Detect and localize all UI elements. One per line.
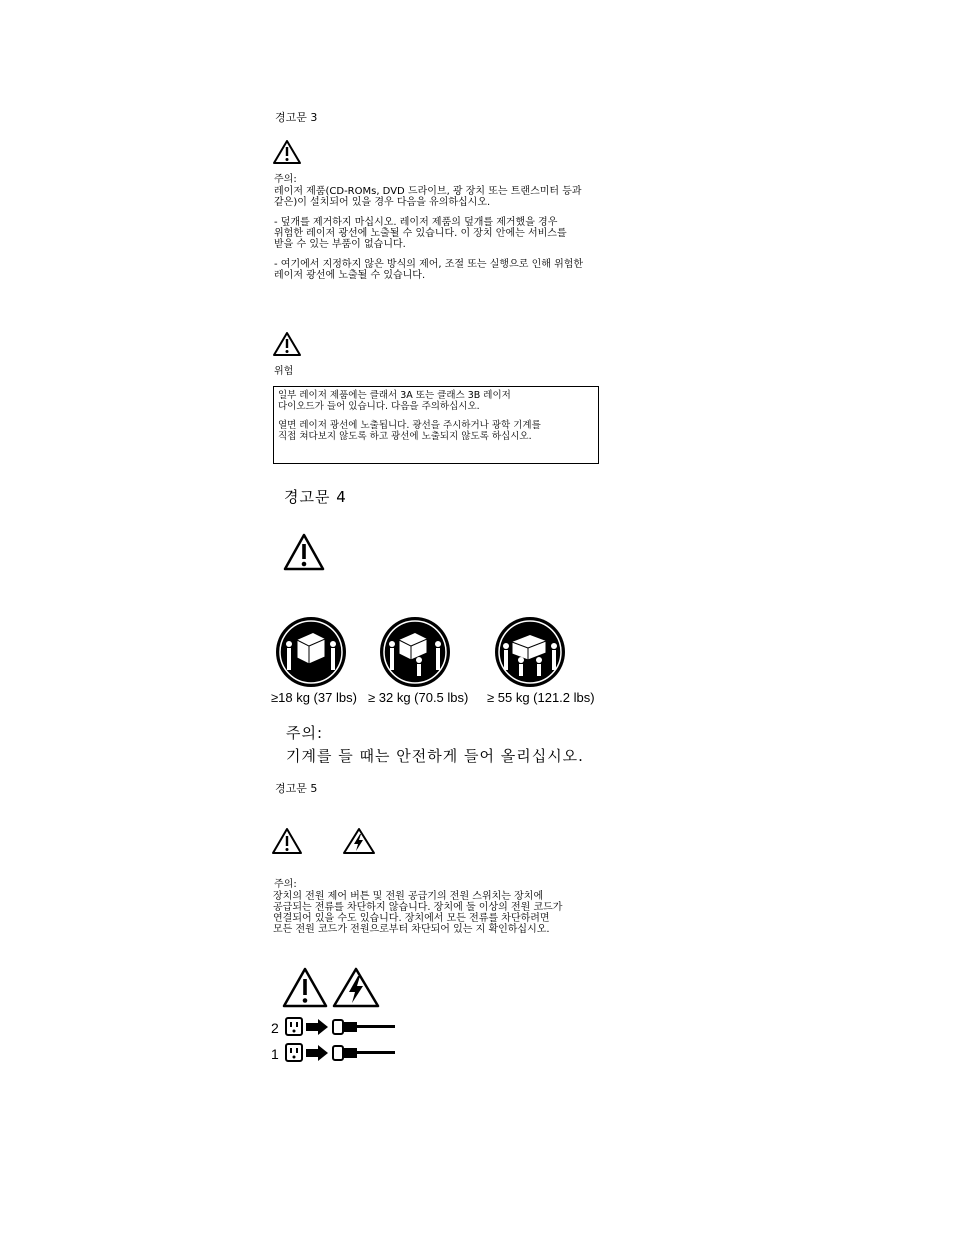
weight-label-55kg: ≥ 55 kg (121.2 lbs) [487, 690, 595, 705]
danger-paragraph-2: 열면 레이저 광선에 노출됩니다. 광선을 주시하거나 광학 기계를 직접 쳐다보지 않도록 하고 광선에 노출되지 않도록 하십시오. [278, 420, 541, 442]
statement-5-title: 경고문 5 [275, 782, 318, 795]
two-person-lift-icon [275, 616, 347, 688]
laser-bullet-1: - 덮개를 제거하지 마십시오. 레이저 제품의 덮개를 제거했을 경우 위험한 레이저 광선에 노출될 수 있습니다. 이 장치 안에는 서비스를 받을 수 있는 부품이 없습니다. [274, 217, 567, 250]
laser-intro-text: 레이저 제품(CD-ROMs, DVD 드라이브, 광 장치 또는 트랜스미터 등과 같은)이 설치되어 있을 경우 다음을 유의하십시오. [274, 186, 582, 208]
lifting-caution-text: 기계를 들 때는 안전하게 들어 올리십시오. [286, 747, 584, 765]
warning-triangle-icon [271, 827, 303, 855]
warning-triangle-icon [282, 532, 326, 572]
warning-triangle-icon [281, 966, 329, 1010]
danger-box [273, 386, 599, 464]
power-caution-text: 장치의 전원 제어 버튼 및 전원 공급기의 전원 스위치는 장치에 공급되는 전류를 차단하지 않습니다. 장치에 둘 이상의 전원 코드가 연결되어 있을 수도 있습니다. 장치에서 모든 전류를 차단하려면 모든 전원 코드가 전원으로부터 차단되어 있는 지 확인하십시오. [273, 891, 563, 935]
statement-4-title: 경고문 4 [284, 488, 347, 506]
weight-label-32kg: ≥ 32 kg (70.5 lbs) [368, 690, 469, 705]
four-person-lift-icon [494, 616, 566, 688]
power-cord-number-1: 1 [271, 1046, 279, 1062]
danger-paragraph-1: 일부 레이저 제품에는 클래서 3A 또는 클래스 3B 레이저 다이오드가 들어 있습니다. 다음을 주의하십시오. [278, 390, 511, 412]
laser-bullet-2: - 여기에서 지정하지 않은 방식의 제어, 조절 또는 실행으로 인해 위험한 레이저 광선에 노출될 수 있습니다. [274, 259, 584, 281]
statement-3-title: 경고문 3 [275, 111, 318, 124]
caution-label: 주의: [274, 174, 297, 185]
danger-label: 위험 [274, 366, 294, 377]
electrical-hazard-icon [342, 827, 376, 855]
power-cord-number-2: 2 [271, 1020, 279, 1036]
caution-label: 주의: [274, 879, 297, 890]
three-person-lift-icon [379, 616, 451, 688]
warning-triangle-icon [272, 139, 302, 165]
power-outlet-unplug-icon [284, 1016, 398, 1038]
power-outlet-unplug-icon [284, 1042, 398, 1064]
danger-triangle-icon [272, 331, 302, 357]
electrical-hazard-icon [331, 966, 381, 1010]
caution-label: 주의: [286, 724, 324, 742]
weight-label-18kg: ≥18 kg (37 lbs) [271, 690, 357, 705]
